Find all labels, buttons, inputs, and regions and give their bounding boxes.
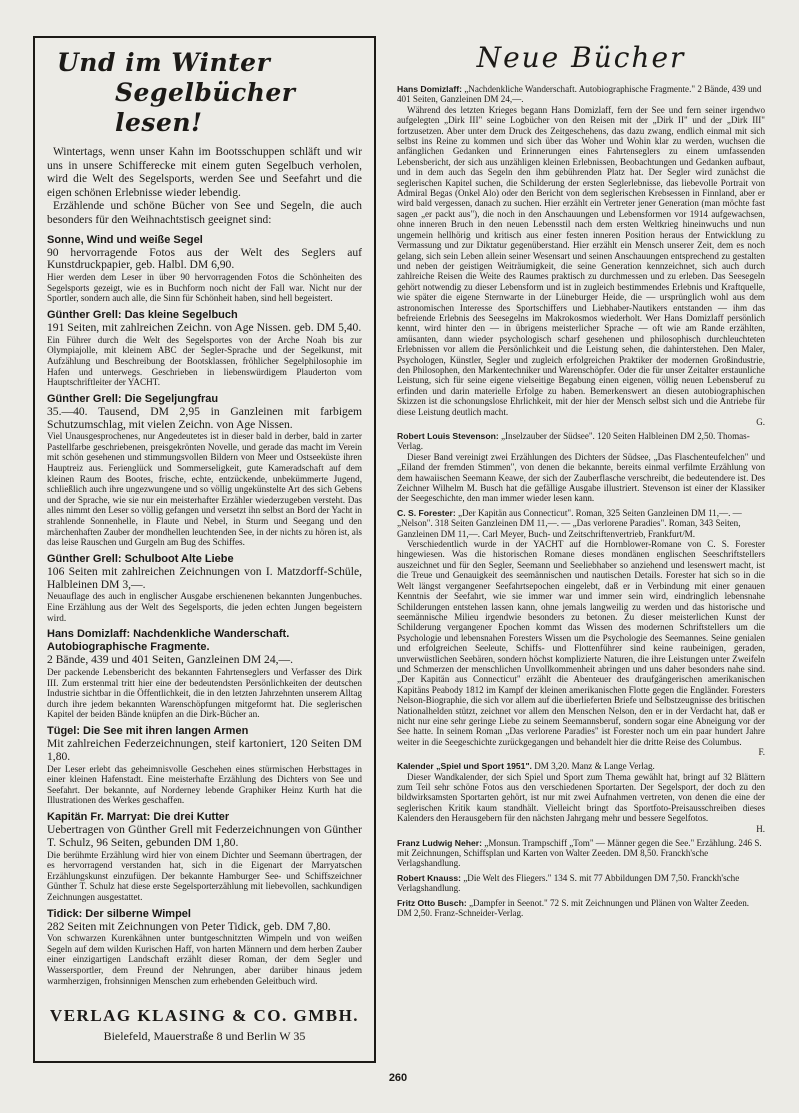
book-entry (47, 234, 362, 304)
book-title: Tidick: Der silberne Wimpel (47, 907, 191, 920)
publisher-advertisement (33, 36, 376, 1063)
review-entry (397, 84, 765, 427)
ad-intro (47, 146, 362, 228)
review-author: C. S. Forester: (397, 507, 456, 518)
book-details: Mit zahlreichen Federzeichnungen, steif kartoniert, 120 Seiten DM 1,80. (47, 736, 362, 763)
review-author: Kalender „Spiel und Sport 1951". (397, 761, 532, 772)
review-header (397, 431, 765, 452)
book-details: 282 Seiten mit Zeichnungen von Peter Tidick, geb. DM 7,80. (47, 919, 331, 933)
book-title: Günther Grell: Die Segeljungfrau (47, 392, 219, 405)
review-entry (397, 873, 765, 894)
review-signature: F. (758, 747, 765, 758)
review-entry (397, 838, 765, 869)
review-title: „Der Kapitän aus Connecticut". Roman, 325 Seiten Ganzleinen DM 11,—. — „Nelson". 318 Seiten Ganzleinen DM 11,—. — „Das verlorene Paradies". Roman, 343 Seiten, Ganzleinen DM 11,—. Carl Meyer, Buch- und Zeitschriftenvertrieb, Frankfurt/M. (397, 507, 742, 539)
review-author: Hans Domizlaff: (397, 84, 462, 94)
ad-intro-paragraph: Erzählende und schöne Bücher von See und Segeln, die auch besonders für den Weihnachtstisch geeignet sind: (47, 200, 362, 226)
book-title: Tügel: Die See mit ihren langen Armen (47, 724, 249, 737)
review-author: Fritz Otto Busch: (397, 897, 467, 908)
book-details: 35.—40. Tausend, DM 2,95 in Ganzleinen mit farbigem Schutzumschlag, mit vielen Zeichn. von Age Nissen. (47, 404, 362, 431)
review-title: „Dampfer in Seenot." 72 S. mit Zeichnungen und Plänen von Walter Zeeden. DM 2,50. Franz-Schneider-Verlag. (397, 897, 750, 919)
review-title: „Inselzauber der Südsee". 120 Seiten Halbleinen DM 2,50. Thomas-Verlag. (397, 431, 750, 452)
review-body: Während des letzten Krieges begann Hans Domizlaff, fern der See und fern seiner irgendwo aufgelegten „Dirk III" seine Logbücher von den Reisen mit der „Dirk II" und der „Dirk III" fortzusetzen. Aber unter dem Druck des Zeitgeschehens, das dazu zwang, endlich einmal mit sich selbst ins Reine zu kommen und sich über das Woher und Wohin klar zu werden, wuchsen die anfänglichen Gedanken und Erinnerungen eines Fahrtenseglers zu einem umfassenden Lebensbericht, der sich aus unzähligen kleinen Erlebnissen, Beobachtungen und Gedanken aufbaut, und in dem auch das Segeln den ihm gebührenden Platz hat. Der Segler wird zunächst die seglerischen Kapitel suchen, die Schilderung der ersten Seglerlebnisse, das liebevolle Portrait von Admiral Begas (Onkel Alo) oder den Bericht von dem seglerischen Krebsessen in Finnland, aber er wird bald vergessen, danach zu suchen. Hier erzählt ein Vertreter jener Generation (man möchte fast sagen „er packt aus"), die noch in den Anschauungen und Lebensformen vor 1914 aufgewachsen, ohne inneren Bruch in den neuen Lebensstil nach dem ersten Weltkrieg hineinwuchs und nun ungemein hellhörig und kritisch aus einer festen inneren Position heraus der Entwicklung zu Vermassung und zur Diktatur gegenüberstand. Hier erzählt ein Mensch unserer Zeit, dem es noch gelang, sich sein Leben allein seiner Wesensart und seinen Anschauungen entsprechend zu gestalten und neben der geistigen Weiträumigkeit, die seine Generation kennzeichnet, sich auch durch zahlreiche Reisen die Weite des Raumes praktisch zu durchmessen und zu erleben. Das Seesegeln gehört notwendig zu dieser Lebensform und ist in zugleich bestimmendes Erlebnis und Kraftquelle, wie später die eigene Sternwarte in der Lüneburger Heide, die — ursprünglich wohl aus dem astronomischen Interesse des Sportschiffers und Liebhaber-Nautikers entstanden — ihm das befreiende Erlebnis des Seesegelns im Makrokosmos wiederholt. Wer Hans Domizlaff persönlich kennt, wird hinter den — in übrigens meisterlicher Sprache — oft wie am Rande erzählten, amüsanten, dann wieder psychologisch scharf gesehenen und philosophisch durchleuchteten Erlebnissen vor allem die Persönlichkeit und die Leistung sehen, die dahinterstehen. Den Maler, Psychologen, Künstler, Segler und zugleich erfolgreichen Praktiker der modernen Großindustrie, den Philosophen, den Markentechniker und Warenschöpfer. Oder die für unser Zeitalter erstaunliche Leistung, sich für seine eigene vielseitige Begabung einen eigenen, völlig neuen Lebensberuf zu erfinden und darin materielle Erfolge zu haben. Bemerkenswert an diesen autobiographischen Skizzen ist die schonungslose Ehrlichkeit, mit der hier der Mensch selbst sich und die Antriebe für diese Leistung deutlich macht. (397, 104, 765, 417)
book-blurb: Ein Führer durch die Welt des Segelsportes von der Arche Noah bis zur Olympiajolle, mit kleinem ABC der Segler-Sprache und der Segelkunst, mit Aufzählung und Beschreibung der Bootsklassen, fröhlicher Segelphilosophie im Hafen und unterwegs. Geschrieben in liebenswürdigem Plauderton vom Hauptschriftleiter der YACHT. (47, 334, 362, 388)
review-entry (397, 508, 765, 757)
book-entry (47, 908, 362, 987)
book-blurb: Von schwarzen Kurenkähnen unter buntgeschnitzten Wimpeln und von weißen Segeln auf dem wilden Kurischen Haff, von harten Männern und dem herben Zauber einer einzigartigen Landschaft erzählt dieser Roman, der dem Segler und Wassersportler, dem Freund der Nehrungen, aber darüber hinaus jedem warmherzigen, frohsinnigen Menschen zum erhebenden Geleitbuch wird. (47, 933, 362, 986)
review-title: DM 3,20. Manz & Lange Verlag. (534, 761, 655, 772)
book-entry (47, 393, 362, 548)
review-title: „Monsun. Trampschiff „Tom" — Männer gegen die See." Erzählung. 246 S. mit Zeichnungen, Schiffsplan und Karten von Walter Zeeden. DM 8,50. Franckh'sche Verlagshandlung. (397, 837, 762, 869)
book-blurb: Der Leser erlebt das geheimnisvolle Geschehen eines stürmischen Herbsttages in einer kleinen Hafenstadt. Eine meisterhafte Erzählung des Dichters von See und Seefahrt. Der bekannte, auf Norderney lebende Graphiker Heinz Kurth hat die Illustrationen des Werkes geschaffen. (47, 763, 362, 806)
book-details: 106 Seiten mit zahlreichen Zeichnungen von I. Matzdorff-Schüle, Halbleinen DM 3,—. (47, 564, 362, 591)
book-blurb: Der packende Lebensbericht des bekannten Fahrtenseglers und Verfasser des Dirk III. Zum erstenmal tritt hier eine der bedeutendsten Persönlichkeiten der deutschen Industrie sichtbar in die Öffentlichkeit, die in den letzten Jahrzehnten unserem Alltag durch ihre jedem bekannten Warenschöpfungen mitgeformt hat. Die seglerischen Kapitel der beiden Bände knüpfen an die Dirk-Bücher an. (47, 667, 362, 720)
book-entry (47, 309, 362, 388)
review-header (397, 838, 765, 869)
review-header (397, 873, 765, 894)
book-title: Sonne, Wind und weiße Segel (47, 233, 203, 246)
reviews-column (397, 40, 765, 922)
review-entry (397, 898, 765, 919)
book-title: Günther Grell: Schulboot Alte Liebe (47, 552, 234, 565)
publisher-address: Bielefeld, Mauerstraße 8 und Berlin W 35 (103, 1029, 306, 1043)
section-title: Neue Bücher (476, 41, 686, 74)
review-header (397, 761, 765, 771)
review-header (397, 898, 765, 919)
ad-footer (35, 1005, 374, 1045)
review-body: Dieser Band vereinigt zwei Erzählungen des Dichters der Südsee, „Das Flaschenteufelchen" und „Eiland der fremden Stimmen", von denen die bekannte, bereits einmal verfilmte Erzählung von dem hawaiischen Seemann Keawe, der sich der Zauberflasche verschreibt, die bedeutendere ist. Des Zeichner Wilhelm M. Busch hat die gefällige Ausgabe illustriert. Stevenson ist einer der Klassiker der Seegeschichte, den man immer wieder lesen kann. (397, 451, 765, 504)
publisher-name: VERLAG KLASING & CO. GMBH. (49, 1006, 360, 1025)
book-blurb: Neuauflage des auch in englischer Ausgabe erschienenen bekannten Jungenbuches. Eine Erzählung aus der Welt des Segelsports, die jeden echten Jungen begeistern wird. (47, 591, 362, 623)
review-signature: H. (756, 823, 765, 834)
book-details: 2 Bände, 439 und 401 Seiten, Ganzleinen DM 24,—. (47, 653, 294, 667)
book-entry (47, 811, 362, 903)
review-entry (397, 761, 765, 833)
review-body: Verschiedentlich wurde in der YACHT auf die Hornblower-Romane von C. S. Forester hingewiesen. Was die historischen Romane dieses mondänen englischen Seeschriftstellers auszeichnet und für den Segler, Seemann und Seeliebhaber so anziehend und lesenswert macht, ist die Treue und Genauigkeit des seemännischen und nautischen Details. Forester hat sich so in die Welt längst vergangener Seefahrtsepochen eingelebt, daß er in Verbindung mit einer genauen Kenntnis der Seefahrt, wie sie immer war und immer sein wird, eindringlich lebensnahe Schilderungen entstehen lassen kann, ohne jemals langweilig zu werden und das historische und seemännische Milieu irgendwie besonders zu betonen. Zu dieser meisterlichen Kunst der Schilderung vergangener Epochen kommt das Wissen des modernen Schriftstellers um die Psychologie und lebensnahen Foresters Wissen um die Psychologie des Seemannes. Seine genialen und erfolgreichen Seeleute, Schiffs- und Flottenführer sind keine raubeinigen, geraden, unverwüstlichen Seebären, sondern höchst komplizierte Naturen, die ihre Leistungen unter Zweifeln und Schmerzen der menschlichen Unvollkommenheit abringen und uns daher besonders nahe sind. „Der Kapitän aus Connecticut" erzählt die Abenteuer des draufgängerischen amerikanischen Kapitäns Peabody 1812 im Kampf der kleinen amerikanischen Flotte gegen die Engländer. Foresters Nelson-Biographie, die sich vor allem auf die überlieferten Briefe und Selbstzeugnisse des britischen Nationalhelden stützt, zeichnet vor allem den Menschen Nelson, den er in der Verdacht hat, daß er nicht nur eine sehr geringe Liebe zu seinem Seemannsberuf, sondern sogar eine Abneigung vor der See hatte. In seinem Roman „Das verlorene Paradies" ist Forester noch um ein paar hundert Jahre weiter in die Seegeschichte zurückgegangen und behandelt hier die dritte Reise des Columbus. (397, 539, 765, 747)
review-author: Franz Ludwig Neher: (397, 837, 482, 848)
review-title: „Nachdenkliche Wanderschaft. Autobiographische Fragmente." 2 Bände, 439 und 401 Seiten, Ganzleinen DM 24,—. (397, 84, 762, 105)
book-title: Hans Domizlaff: Nachdenkliche Wanderschaft. Autobiographische Fragmente. (47, 628, 290, 654)
book-details: Uebertragen von Günther Grell mit Federzeichnungen von Günther T. Schulz, 96 Seiten, gebunden DM 1,80. (47, 822, 362, 849)
review-signature: G. (756, 417, 765, 427)
book-blurb: Viel Unausgesprochenes, nur Angedeutetes ist in dieser bald in derber, bald in zarter Pastellfarbe geschriebenen, preisgekrönten Novelle, und gerade das macht im Verein mit schön gesehenen und stimmungsvollen Bildern von Meer und Ostseeküste ihren Hauptreiz aus. Ferienglück und Sommerseligkeit, gute Kameradschaft auf dem kleinen Raum des Bootes, frische, echte, entzückende, unbekümmerte Jugend, schließlich auch ihre ungezwungene und so völlig ungekünstelte Art des sich Gebens und der Sprache, wie sie nur ein meisterhafter Erzähler wiederzugeben versteht. Das alles nimmt den Leser so völlig gefangen und versetzt ihn selbst an Bord der Yacht in strahlende Sonnenhelle, in Flaute und Nebel, in Sturm und Seegang und den märchenhaften Zauber der mondhellen leuchtenden See, in der nichts zu hören ist, als das leise Rauschen und Gurgeln am Bug des Schiffes. (47, 431, 362, 548)
book-title: Kapitän Fr. Marryat: Die drei Kutter (47, 810, 230, 823)
page-number: 260 (388, 1072, 408, 1084)
review-author: Robert Knauss: (397, 872, 461, 883)
ad-headline-line-1: Und im Winter (57, 48, 271, 77)
ad-headline-line-2: Segelbücher lesen! (115, 78, 296, 137)
book-details: 191 Seiten, mit zahlreichen Zeichn. von Age Nissen. geb. DM 5,40. (47, 320, 362, 334)
book-entry (47, 725, 362, 806)
book-entry (47, 628, 362, 720)
ad-headline (47, 48, 362, 138)
review-header (397, 84, 765, 105)
review-title: „Die Welt des Fliegers." 134 S. mit 77 Abbildungen DM 7,50. Franckh'sche Verlagshandlung. (397, 872, 740, 894)
book-details: 90 hervorragende Fotos aus der Welt des Seglers auf Kunstdruckpapier, geb. Halbl. DM 6,90. (47, 245, 362, 272)
review-author: Robert Louis Stevenson: (397, 431, 499, 441)
review-header (397, 508, 765, 539)
review-body: Dieser Wandkalender, der sich Spiel und Sport zum Thema gewählt hat, bringt auf 32 Blättern zum Teil sehr schöne Fotos aus den verschiedenen Sportarten. Der Segelsport, der doch zu den bildwirksamsten Sportarten gehört, ist nur mit zwei Aufnahmen vertreten, von denen die eine der seglerischen Kritik kaum standhält. Vielleicht bringt das Sportfoto-Preisausschreiben dieses Kalenders den Herausgebern für den nächsten Jahrgang mehr und bessere Segelfotos. (397, 771, 765, 824)
book-blurb: Die berühmte Erzählung wird hier von einem Dichter und Seemann übertragen, der es hervorragend verstanden hat, sich in die Eigenart der Marryatschen Erzählungskunst einzufügen. Der bekannte Hamburger See- und Schiffszeichner Günther T. Schulz hat diese erste Segelsporterzählung mit liebevollen, sachkundigen Zeichnungen ausgestattet. (47, 849, 362, 902)
book-entry (47, 553, 362, 623)
book-blurb: Hier werden dem Leser in über 90 hervorragenden Fotos die Schönheiten des Segelsports gezeigt, wie es in Buchform noch nicht der Fall war. Nicht nur der Sportler, sondern auch alle, die Sinn für Schönheit haben, sind hell begeistert. (47, 272, 362, 304)
review-entry (397, 431, 765, 504)
book-title: Günther Grell: Das kleine Segelbuch (47, 308, 238, 321)
ad-intro-paragraph: Wintertags, wenn unser Kahn im Bootsschuppen schläft und wir uns in unsere Schifferecke mit einem guten Segelbuch verholen, wird die Welt des Segelsports, werden See und Seefahrt und die eigen schönen Erlebnisse wieder lebendig. (47, 146, 362, 199)
